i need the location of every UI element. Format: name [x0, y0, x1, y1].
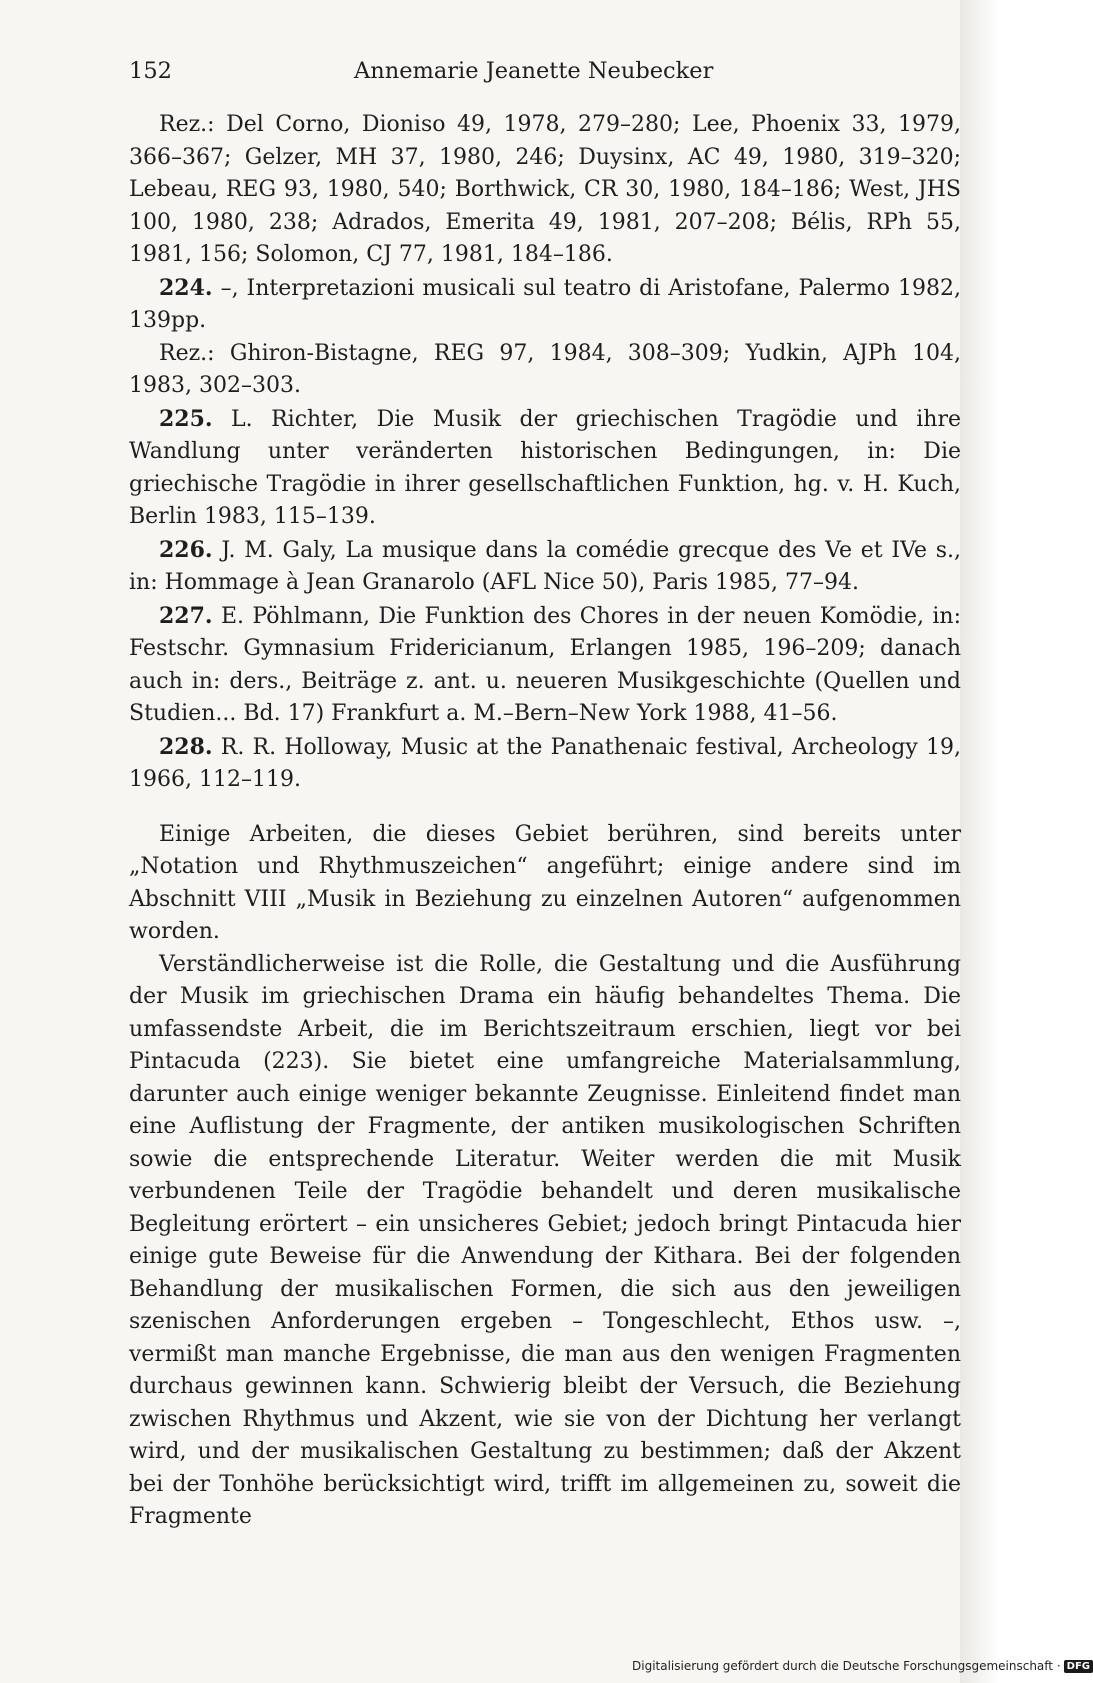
entry-citation: R. R. Holloway, Music at the Panathenaic festival, Archeology 19, 1966, 112–119.	[129, 734, 961, 792]
entry-number: 224.	[159, 274, 213, 301]
page-number: 152	[129, 58, 172, 84]
entry-number: 226.	[159, 536, 213, 563]
entry-text: Rez.: Del Corno, Dioniso 49, 1978, 279–280; Lee, Phoenix 33, 1979, 366–367; Gelzer, MH 37, 1980, 246; Duysinx, AC 49, 1980, 319–320; Lebeau, REG 93, 1980, 540; Borthwick, CR 30, 1980, 184–186; West, JHS 100, 1980, 238; Adrados, Emerita 49, 1981, 207–208; Bélis, RPh 55, 1981, 156; Solomon, CJ 77, 1981, 184–186.	[129, 112, 961, 267]
bibliography-entry	[129, 731, 961, 797]
bibliography-entry	[129, 272, 961, 403]
paragraph: Einige Arbeiten, die dieses Gebiet berühren, sind bereits unter „Notation und Rhythmuszeichen“ angeführt; einige andere sind im Abschnitt VIII „Musik in Beziehung zu einzelnen Autoren“ aufgenommen worden.	[129, 821, 961, 944]
paragraph: Verständlicherweise ist die Rolle, die Gestaltung und die Ausführung der Musik im griechischen Drama ein häufig behandeltes Thema. Die umfassendste Arbeit, die im Berichtszeitraum erschien, liegt vor bei Pintacuda (223). Sie bietet eine umfangreiche Materialsammlung, darunter auch einige weniger bekannte Zeugnisse. Einleitend findet man eine Auflistung der Fragmente, der antiken musikologischen Schriften sowie die entsprechende Literatur. Weiter werden die mit Musik verbundenen Teile der Tragödie behandelt und deren musikalische Begleitung erörtert – ein unsicheres Gebiet; jedoch bringt Pintacuda hier einige gute Beweise für die Anwendung der Kithara. Bei der folgenden Behandlung der musikalischen Formen, die sich aus den jeweiligen szenischen Anforderungen ergeben – Tongeschlecht, Ethos usw. –, vermißt man manche Ergebnisse, die man aus den wenigen Fragmenten durchaus gewinnen kann. Schwierig bleibt der Versuch, die Beziehung zwischen Rhythmus und Akzent, wie sie von der Dichtung her verlangt wird, und der musikalischen Gestaltung zu bestimmen; daß der Akzent bei der Tonhöhe berücksichtigt wird, trifft im allgemeinen zu, soweit die Fragmente	[129, 951, 961, 1529]
entry-number: 227.	[159, 602, 213, 629]
page-body	[129, 109, 961, 1534]
entry-text	[129, 534, 961, 600]
entry-citation: L. Richter, Die Musik der griechischen Tragödie und ihre Wandlung unter veränderten historischen Bedingungen, in: Die griechische Tragödie in ihrer gesellschaftlichen Funktion, hg. v. H. Kuch, Berlin 1983, 115–139.	[129, 406, 962, 529]
entry-text	[129, 731, 961, 797]
running-head	[129, 58, 961, 92]
bibliography-entry	[129, 403, 961, 534]
running-head-author: Annemarie Jeanette Neubecker	[354, 58, 714, 84]
entry-text	[129, 403, 961, 534]
dfg-logo-icon: DFG	[1064, 1660, 1093, 1673]
entry-number: 225.	[159, 405, 213, 432]
bibliography-entry	[129, 600, 961, 731]
footer-text: Digitalisierung gefördert durch die Deutsche Forschungsgemeinschaft ·	[632, 1659, 1061, 1673]
bibliography-entry	[129, 109, 961, 272]
digitization-footer	[632, 1659, 1090, 1679]
entry-review: Rez.: Ghiron-Bistagne, REG 97, 1984, 308–309; Yudkin, AJPh 104, 1983, 302–303.	[129, 340, 961, 398]
entry-citation: –, Interpretazioni musicali sul teatro di Aristofane, Palermo 1982, 139pp.	[129, 275, 961, 333]
entry-number: 228.	[159, 733, 213, 760]
entry-citation: J. M. Galy, La musique dans la comédie grecque des Ve et IVe s., in: Hommage à Jean Granarolo (AFL Nice 50), Paris 1985, 77–94.	[129, 537, 962, 595]
entry-citation: E. Pöhlmann, Die Funktion des Chores in der neuen Komödie, in: Festschr. Gymnasium Fridericianum, Erlangen 1985, 196–209; danach auch in: ders., Beiträge z. ant. u. neueren Musikgeschichte (Quellen und Studien... Bd. 17) Frankfurt a. M.–Bern–New York 1988, 41–56.	[129, 603, 962, 726]
entry-text	[129, 600, 961, 731]
entry-text	[129, 272, 961, 338]
bibliography-entry	[129, 534, 961, 600]
discussion-text	[129, 819, 961, 1534]
page-margin	[960, 0, 1000, 1683]
